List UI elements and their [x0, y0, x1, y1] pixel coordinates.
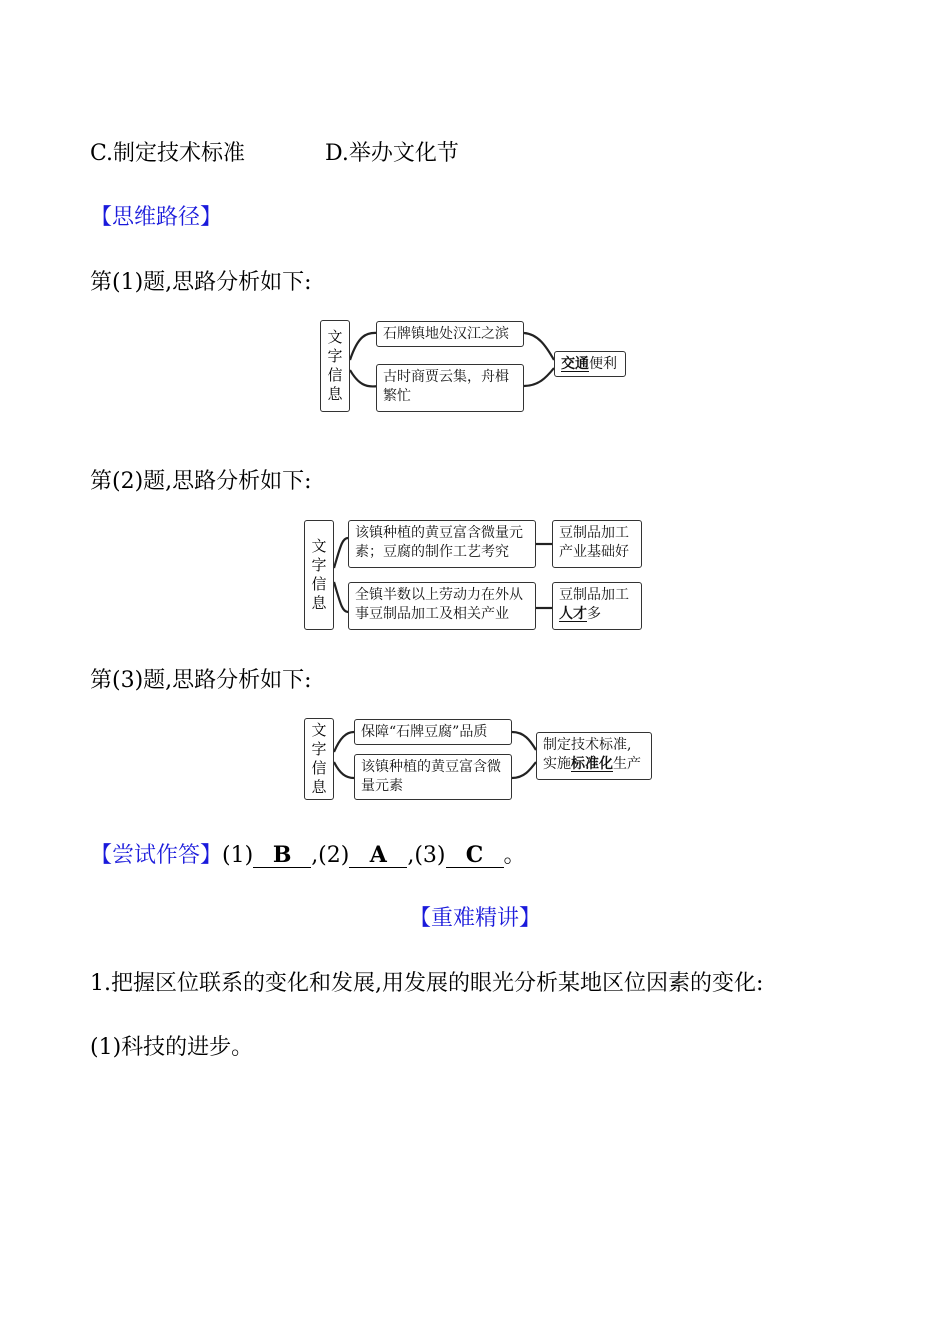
q1-label-char-4: 息	[327, 385, 343, 403]
q2-left-label	[304, 520, 334, 630]
q3-label-char-1: 文	[311, 721, 327, 739]
q1-left-label	[320, 320, 350, 412]
q2-result-keyword: 人才	[559, 606, 587, 622]
q3-label-char-2: 字	[311, 740, 327, 758]
q2-diagram	[302, 518, 644, 632]
q2-label-char-4: 息	[311, 594, 327, 612]
q1-result-rest: 便利	[589, 356, 617, 372]
q2-result-bottom-line1: 豆制品加工	[559, 587, 629, 603]
answer-label: 【尝试作答】	[90, 843, 223, 868]
q3-diagram	[302, 716, 654, 802]
q3-label-char-4: 息	[311, 778, 327, 796]
q2-label-char-2: 字	[311, 556, 327, 574]
answer-prefix-2: ,(2)	[311, 843, 350, 868]
q1-result	[554, 351, 626, 377]
answer-prefix-1: (1)	[222, 843, 254, 868]
q2-result-rest: 多	[587, 606, 601, 622]
q3-label-char-3: 信	[311, 759, 327, 777]
q2-box-bottom: 全镇半数以上劳动力在外从事豆制品加工及相关产业	[348, 582, 536, 630]
answer-line	[90, 838, 526, 869]
q3-box-top: 保障“石牌豆腐”品质	[354, 719, 512, 745]
option-c: C.制定技术标准	[90, 141, 246, 166]
q1-diagram	[318, 318, 628, 414]
q1-result-keyword: 交通	[561, 356, 589, 372]
point-1: 1.把握区位联系的变化和发展,用发展的眼光分析某地区位因素的变化:	[90, 971, 764, 996]
answer-end: 。	[503, 843, 526, 868]
q2-result-bottom	[552, 582, 642, 630]
answer-blank-1: B	[253, 843, 311, 868]
q3-result-pre: 实施	[543, 756, 571, 772]
q2-intro: 第(2)题,思路分析如下:	[90, 469, 312, 494]
q3-result-line1: 制定技术标准,	[543, 737, 632, 753]
q2-box-top: 该镇种植的黄豆富含微量元素；豆腐的制作工艺考究	[348, 520, 536, 568]
q1-label-char-1: 文	[327, 328, 343, 346]
answer-prefix-3: ,(3)	[407, 843, 446, 868]
q3-result-rest: 生产	[613, 756, 641, 772]
section-thinking-heading: 【思维路径】	[90, 205, 223, 230]
q1-box-bottom: 古时商贾云集，舟楫繁忙	[376, 364, 524, 412]
q3-intro: 第(3)题,思路分析如下:	[90, 668, 312, 693]
q2-label-char-1: 文	[311, 537, 327, 555]
answer-blank-3: C	[446, 843, 504, 868]
q1-label-char-2: 字	[327, 347, 343, 365]
q2-label-char-3: 信	[311, 575, 327, 593]
q3-box-bottom: 该镇种植的黄豆富含微量元素	[354, 754, 512, 800]
q1-intro: 第(1)题,思路分析如下:	[90, 270, 312, 295]
section-key-heading: 【重难精讲】	[408, 906, 541, 931]
q1-box-top: 石牌镇地处汉江之滨	[376, 321, 524, 347]
point-1-sub: (1)科技的进步。	[90, 1035, 254, 1060]
q2-result-top: 豆制品加工产业基础好	[552, 520, 642, 568]
q3-result	[536, 732, 652, 780]
q3-left-label	[304, 718, 334, 800]
option-d: D.举办文化节	[325, 141, 459, 166]
answer-blank-2: A	[349, 843, 407, 868]
q3-result-keyword: 标准化	[571, 756, 613, 772]
q1-label-char-3: 信	[327, 366, 343, 384]
